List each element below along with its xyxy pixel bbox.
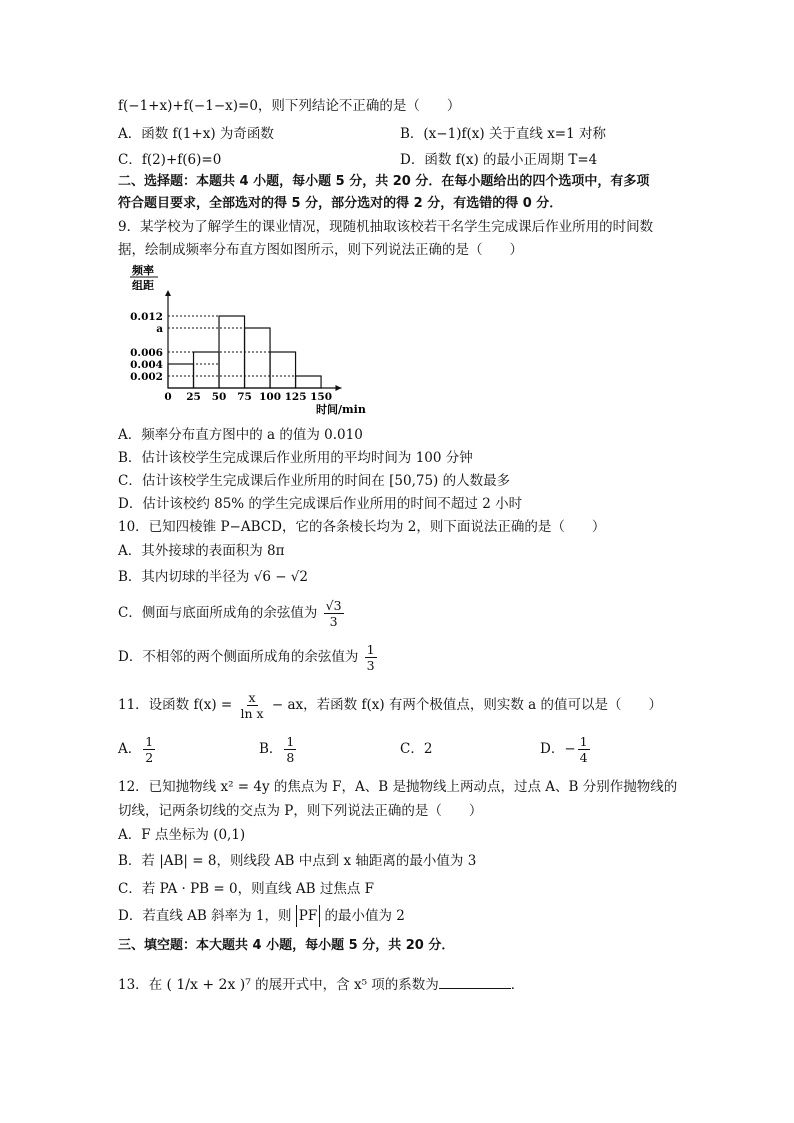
q10-option-c-text: C．侧面与底面所成角的余弦值为 [118,605,318,621]
histogram-bar [270,352,296,388]
q11-option-b [259,732,298,766]
y-tick-label: 0.012 [130,311,163,323]
fraction-denominator: ln x [240,706,264,721]
q11-fraction [239,690,266,721]
x-tick-label: 100 [259,391,282,403]
q11-option-d-fraction [578,734,590,765]
q12-option-d [118,905,405,927]
section2-heading-line2: 符合题目要求，全部选对的得 5 分，部分选对的得 2 分，有选错的得 0 分． [118,196,563,211]
y-axis-label-bottom: 组距 [132,279,154,292]
q13-post: 的展开式中，含 x⁵ 项的系数为 [255,977,439,993]
x-tick-label: 150 [310,391,333,403]
fraction-numerator: x [248,690,256,705]
fraction-numerator: 1 [145,734,154,749]
q9-option-c: C．估计该校学生完成课后作业所用的时间在 [50,75) 的人数最多 [118,473,511,489]
answer-blank[interactable] [439,974,511,989]
histogram-bar [245,328,271,388]
q11-stem-pre: 11．设函数 f(x) = [118,697,233,713]
q13-pre: 13．在 [118,977,163,993]
q12-option-c: C．若 PA · PB = 0，则直线 AB 过焦点 F [118,881,374,897]
option-label: B． [259,741,283,757]
x-tick-label: 125 [284,391,307,403]
q9-stem-line2: 据，绘制成频率分布直方图如图所示，则下列说法正确的是（ ） [118,242,523,258]
q11-stem-post: − ax，若函数 f(x) 有两个极值点，则实数 a 的值可以是（ ） [271,697,663,713]
y-tick-label: 0.002 [130,371,163,383]
x-tick-label: 25 [186,391,201,403]
histogram-bar [194,352,220,388]
q13-binomial: ( 1/x + 2x )⁷ [166,977,251,993]
x-tick-label: 0 [164,391,172,403]
q12-option-b: B．若 |AB| = 8，则线段 AB 中点到 x 轴距离的最小值为 3 [118,853,477,869]
y-tick-label: 0.006 [130,347,163,359]
q13-end: ． [510,977,525,993]
q9-option-d: D．估计该校约 85% 的学生完成课后作业所用的时间不超过 2 小时 [118,496,523,512]
x-tick-label: 75 [237,391,252,403]
q8-option-c: C．f(2)+f(6)=0 [118,152,222,168]
q8-option-b: B．(x−1)f(x) 关于直线 x=1 对称 [400,126,607,142]
option-label: D．− [540,741,576,757]
x-axis-label: 时间/min [316,403,366,416]
fraction-numerator: 1 [579,734,588,749]
q10-option-d-text: D．不相邻的两个侧面所成角的余弦值为 [118,649,359,665]
q12-vector-pf: PF [296,905,320,927]
q11-option-a-fraction [143,734,155,765]
y-axis-arrow [165,290,171,296]
q10-option-d-fraction [365,642,377,673]
q13-stem [118,971,524,999]
section3-heading: 三、填空题：本大题共 4 小题，每小题 5 分，共 20 分． [118,938,455,953]
q11-option-b-fraction [284,734,296,765]
q10-option-c [118,596,346,630]
section2-heading-line1: 二、选择题：本题共 4 小题，每小题 5 分，共 20 分．在每小题给出的四个选项中，有多项 [118,174,650,189]
q12-stem-line2: 切线，记两条切线的交点为 P，则下列说法正确的是（ ） [118,803,483,819]
x-tick-label: 50 [211,391,227,403]
q9-stem-line1: 9．某学校为了解学生的课业情况，现随机抽取该校若干名学生完成课后作业所用的时间数 [118,219,654,235]
fraction-denominator: 3 [329,614,338,629]
x-axis-arrow [335,385,341,391]
fraction-numerator: 1 [366,642,375,657]
q12-option-d-pre: D．若直线 AB 斜率为 1，则 [118,908,292,924]
frequency-histogram [118,262,388,422]
q11-stem [118,688,662,722]
q12-option-d-post: 的最小值为 2 [324,908,405,924]
q8-option-d: D．函数 f(x) 的最小正周期 T=4 [400,152,598,168]
y-axis-label-top: 频率 [132,264,154,277]
q10-option-b: B．其内切球的半径为 √6 − √2 [118,569,308,585]
histogram-bar [296,376,322,388]
option-label: A． [118,741,142,757]
fraction-denominator: 3 [366,658,375,673]
q11-option-a [118,732,157,766]
fraction-denominator: 2 [145,750,154,765]
q11-option-c: C．2 [400,741,433,757]
q10-option-a: A．其外接球的表面积为 8π [118,543,285,559]
q8-stem: f(−1+x)+f(−1−x)=0，则下列结论不正确的是（ ） [118,98,461,114]
fraction-denominator: 8 [286,750,295,765]
q9-option-b: B．估计该校学生完成课后作业所用的平均时间为 100 分钟 [118,450,473,466]
fraction-denominator: 4 [579,750,588,765]
fraction-numerator: 1 [286,734,295,749]
q12-option-a: A．F 点坐标为 (0,1) [118,827,246,843]
fraction-numerator: √3 [325,598,342,613]
q11-option-d [540,732,592,766]
q10-stem: 10．已知四棱锥 P−ABCD，它的各条棱长均为 2，则下面说法正确的是（ ） [118,519,606,535]
q12-stem-line1: 12．已知抛物线 x² = 4y 的焦点为 F，A、B 是抛物线上两动点，过点 A、B 分别作抛物线的 [118,779,678,795]
q10-option-d [118,640,379,674]
y-tick-label: a [156,323,163,335]
q10-option-c-fraction [324,598,344,629]
q8-option-a: A．函数 f(1+x) 为奇函数 [118,126,274,142]
y-tick-label: 0.004 [130,359,163,371]
q9-option-a: A．频率分布直方图中的 a 的值为 0.010 [118,427,363,443]
